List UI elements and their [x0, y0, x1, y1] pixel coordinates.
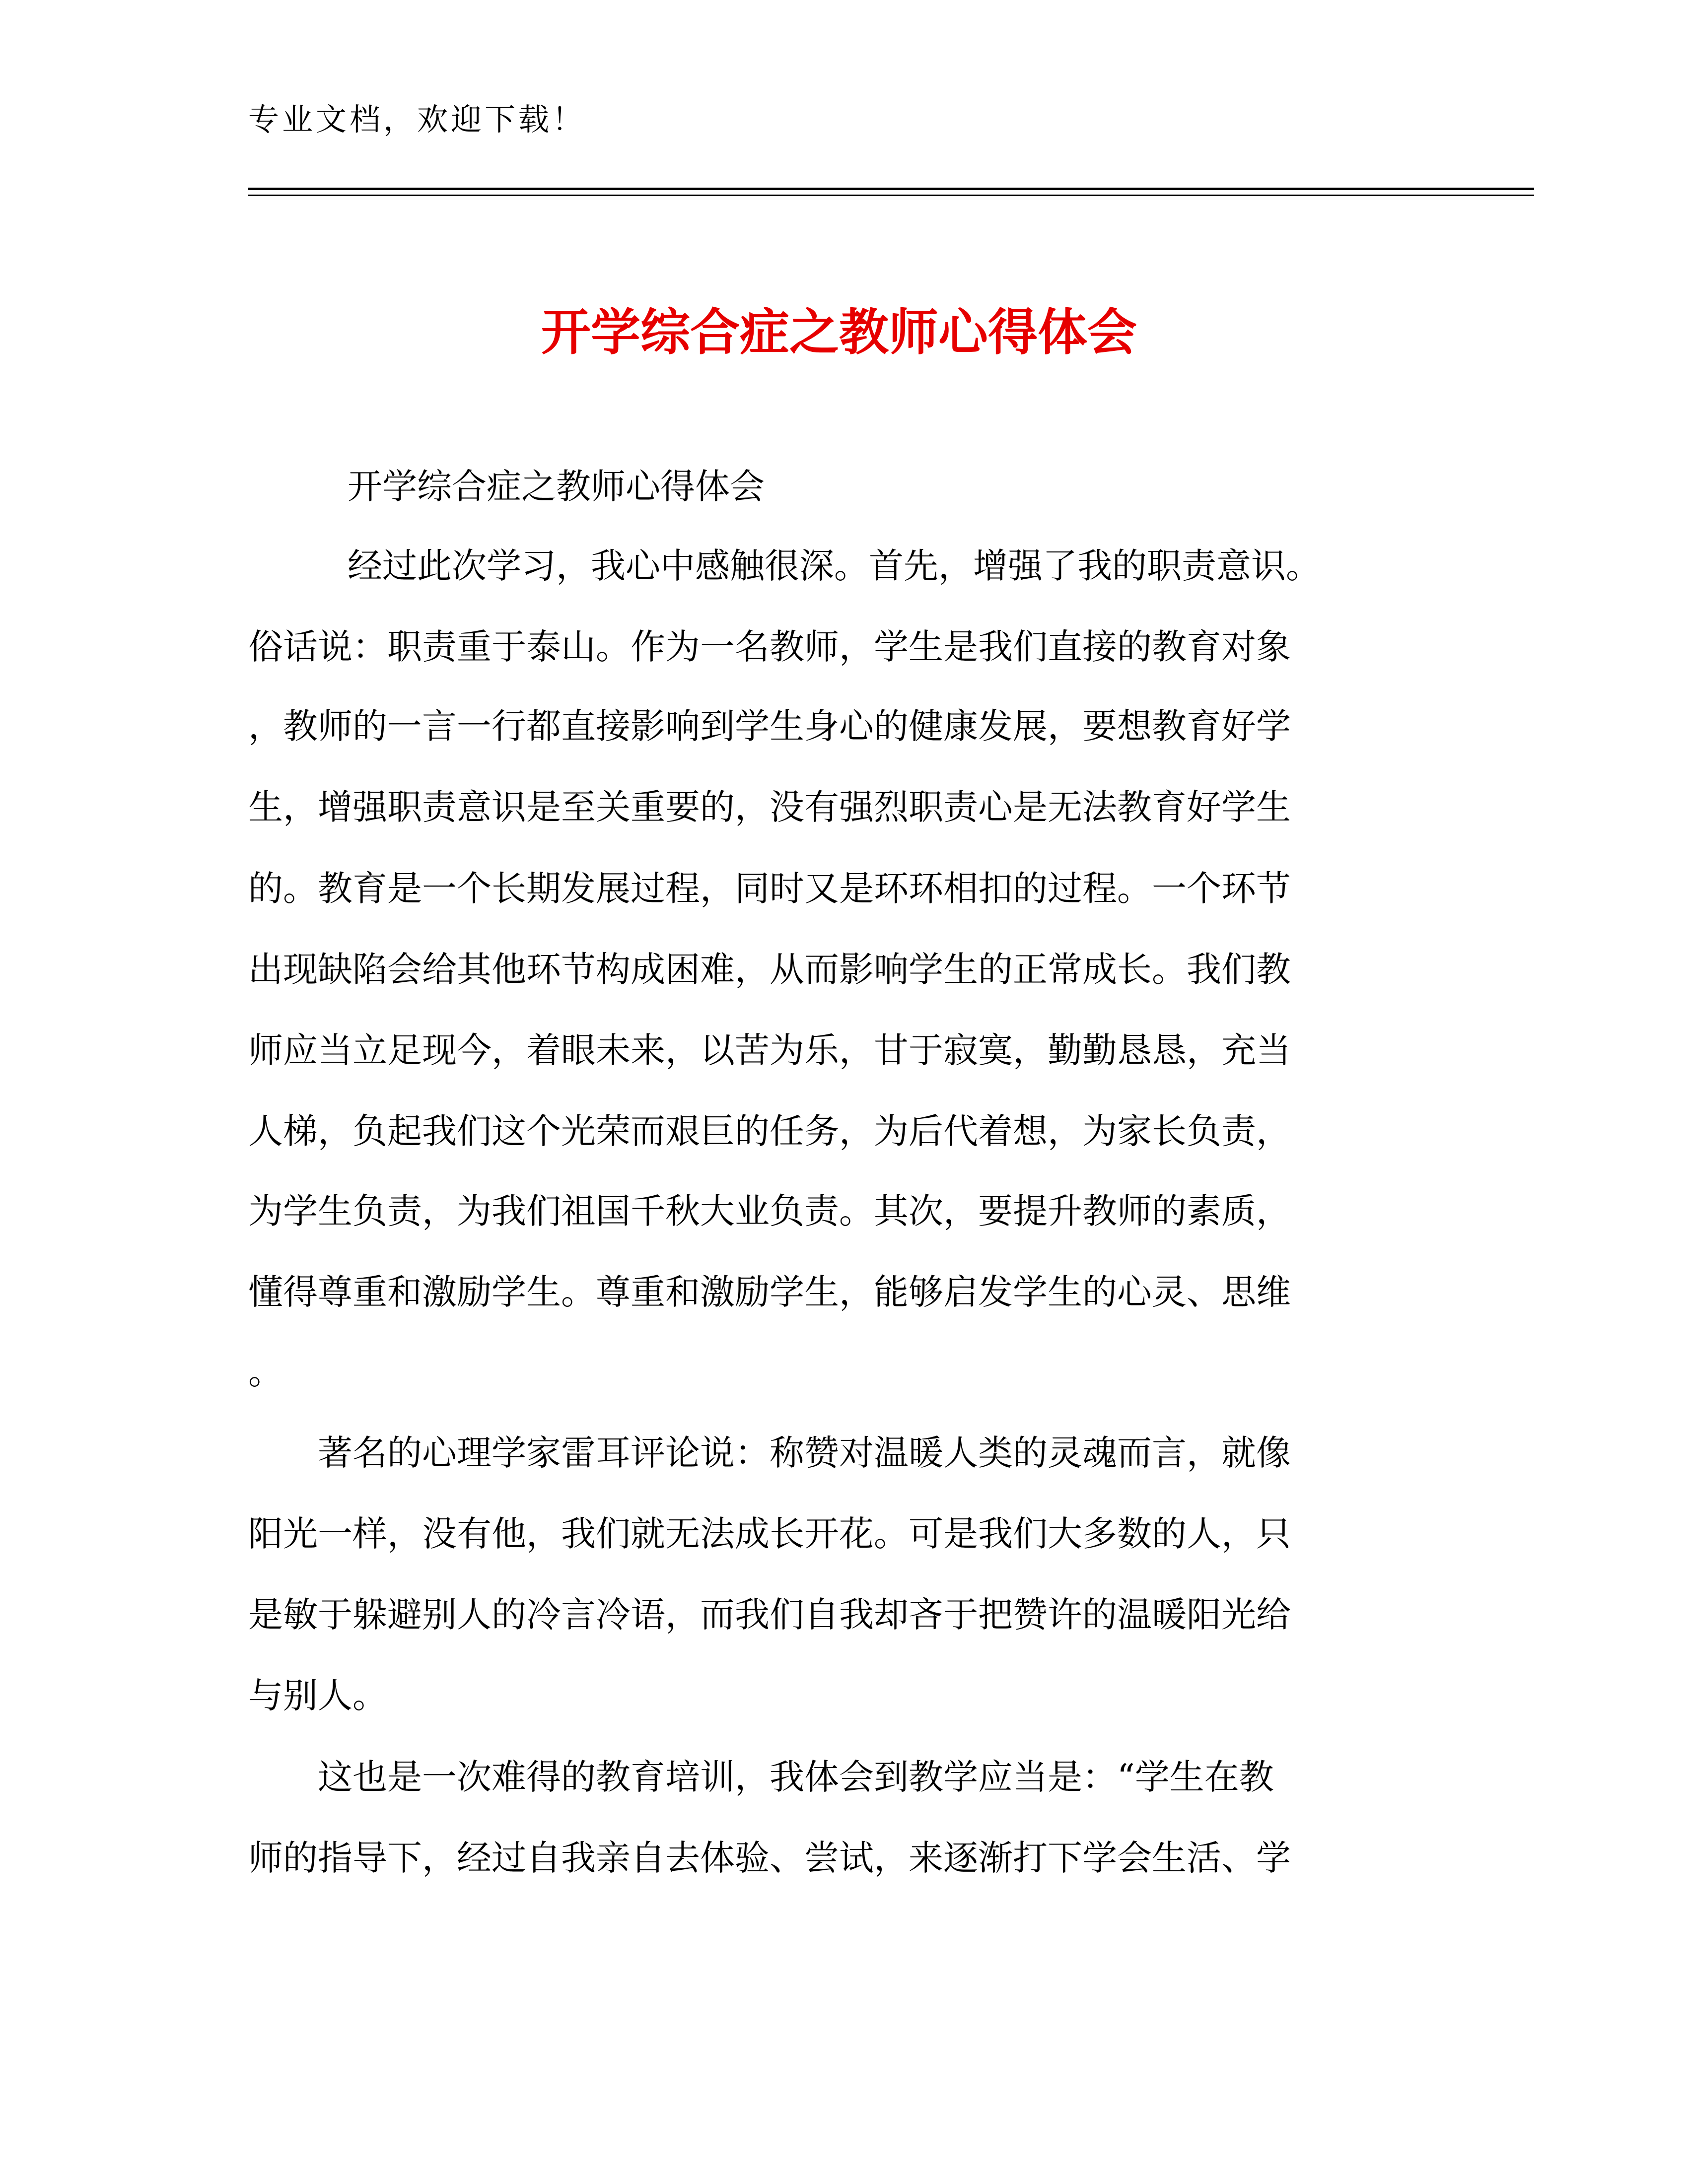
body-line: 师的指导下，经过自我亲自去体验、尝试，来逐渐打下学会生活、学	[248, 1838, 1291, 1878]
body-line: 这也是一次难得的教育培训，我体会到教学应当是：“学生在教	[318, 1757, 1274, 1797]
body-line: 的。教育是一个长期发展过程，同时又是环环相扣的过程。一个环节	[248, 868, 1291, 909]
page-header-text: 专业文档，欢迎下载！	[248, 101, 586, 137]
document-title: 开学综合症之教师心得体会	[541, 303, 1137, 361]
body-line: ，教师的一言一行都直接影响到学生身心的健康发展，要想教育好学	[248, 706, 1291, 747]
body-line: 人梯，负起我们这个光荣而艰巨的任务，为后代着想，为家长负责，	[248, 1111, 1291, 1152]
body-line: 著名的心理学家雷耳评论说：称赞对温暖人类的灵魂而言，就像	[318, 1433, 1291, 1473]
body-line: 为学生负责，为我们祖国千秋大业负责。其次，要提升教师的素质，	[248, 1191, 1291, 1231]
body-line: 师应当立足现今，着眼未来，以苦为乐，甘于寂寞，勤勤恳恳，充当	[248, 1030, 1291, 1071]
section-heading: 开学综合症之教师心得体会	[348, 466, 765, 507]
body-line: 。	[248, 1352, 283, 1392]
header-rule-thick	[248, 188, 1534, 190]
body-line: 俗话说：职责重于泰山。作为一名教师，学生是我们直接的教育对象	[248, 626, 1291, 667]
body-line: 阳光一样，没有他，我们就无法成长开花。可是我们大多数的人，只	[248, 1513, 1291, 1554]
body-line: 出现缺陷会给其他环节构成困难，从而影响学生的正常成长。我们教	[248, 949, 1291, 990]
body-line: 经过此次学习，我心中感触很深。首先，增强了我的职责意识。	[348, 546, 1321, 586]
body-line: 生，增强职责意识是至关重要的，没有强烈职责心是无法教育好学生	[248, 787, 1291, 827]
body-line: 是敏于躲避别人的冷言冷语，而我们自我却吝于把赞许的温暖阳光给	[248, 1594, 1291, 1635]
body-line: 懂得尊重和激励学生。尊重和激励学生，能够启发学生的心灵、思维	[248, 1272, 1291, 1312]
body-line: 与别人。	[248, 1675, 387, 1716]
header-rule-thin	[248, 195, 1534, 196]
